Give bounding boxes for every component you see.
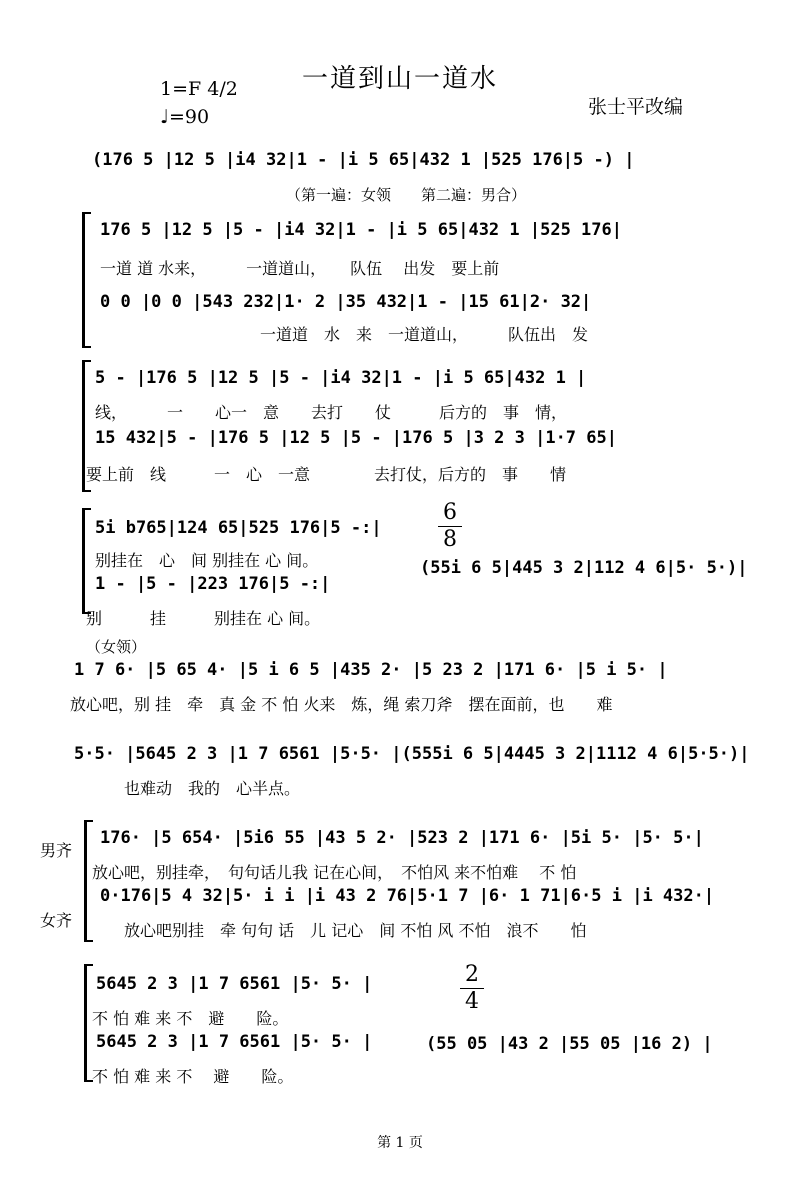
section7-bottom-notes: 5645 2 3 |1 7 6561 |5· 5· |	[96, 1032, 373, 1052]
system3-bottom-notes: 1 - |5 - |223 176|5 -:|	[95, 574, 331, 594]
interlude-notes: (55i 6 5|445 3 2|112 4 6|5· 5·)|	[420, 558, 748, 578]
meter-bottom: 4	[460, 988, 484, 1015]
section7-bottom-lyrics: 不 怕 难 来 不 避 险。	[92, 1067, 294, 1086]
system1-bottom-notes: 0 0 |0 0 |543 232|1· 2 |35 432|1 - |15 61|2· 32|	[100, 292, 592, 312]
section6-bottom-lyrics: 放心吧别挂 牵 句句 话 儿 记心 间 不怕 风 不怕 浪不 怕	[124, 921, 587, 940]
meter-top: 2	[465, 962, 479, 987]
key-signature: 1=F 4/2	[160, 78, 238, 100]
tempo-marking: ♩=90	[160, 106, 210, 128]
system2-bottom-lyrics: 要上前 线 一 心 一意 去打仗，后方的 事 情	[86, 465, 567, 484]
section7-top-lyrics: 不 怕 难 来 不 避 险。	[92, 1009, 289, 1028]
system2-top-lyrics: 线， 一 心一 意 去打 仗 后方的 事 情，	[95, 403, 568, 422]
system1-top-notes: 176 5 |12 5 |5 - |i4 32|1 - |i 5 65|432 1 |525 176|	[100, 220, 622, 240]
section6-top-lyrics: 放心吧，别挂牵， 句句话儿我 记在心间， 不怕风 来不怕难 不 怕	[92, 863, 577, 882]
section4-lyrics: 放心吧，别 挂 牵 真 金 不 怕 火来 炼，绳 索刀斧 摆在面前，也 难	[70, 695, 613, 714]
song-title: 一道到山一道水	[301, 64, 498, 94]
section6-top-notes: 176· |5 654· |5i6 55 |43 5 2· |523 2 |171 6· |5i 5· |5· 5·|	[100, 828, 704, 848]
female-unison-label: 女齐	[40, 911, 73, 930]
intro-notes: (176 5 |12 5 |i4 32|1 - |i 5 65|432 1 |525 176|5 -) |	[92, 150, 635, 170]
system-bracket	[82, 212, 91, 348]
system-bracket	[82, 508, 91, 614]
meter-top: 6	[443, 500, 457, 525]
system3-top-lyrics: 别挂在 心 间 别挂在 心 间。	[95, 551, 319, 570]
section7-top-notes: 5645 2 3 |1 7 6561 |5· 5· |	[96, 974, 373, 994]
female-lead-label: （女领）	[86, 638, 147, 656]
system3-top-notes: 5i b765|124 65|525 176|5 -:|	[95, 518, 382, 538]
system2-top-notes: 5 - |176 5 |12 5 |5 - |i4 32|1 - |i 5 65|432 1 |	[95, 368, 587, 388]
system2-bottom-notes: 15 432|5 - |176 5 |12 5 |5 - |176 5 |3 2 3 |1·7 65|	[95, 428, 617, 448]
system3-bottom-lyrics: 别 挂 别挂在 心 间。	[86, 609, 321, 628]
male-unison-label: 男齐	[40, 841, 73, 860]
system1-top-lyrics: 一道 道 水来， 一道道山， 队伍 出发 要上前	[100, 259, 500, 278]
section5-notes: 5·5· |5645 2 3 |1 7 6561 |5·5· |(555i 6 5|4445 3 2|1112 4 6|5·5·)|	[74, 744, 750, 764]
section6-bottom-notes: 0·176|5 4 32|5· i i |i 43 2 76|5·1 7 |6· 1 71|6·5 i |i 432·|	[100, 886, 715, 906]
time-signature-2-4	[460, 962, 484, 1015]
time-signature-6-8	[438, 500, 462, 553]
final-interlude-notes: (55 05 |43 2 |55 05 |16 2) |	[426, 1034, 713, 1054]
system1-bottom-lyrics: 一道道 水 来 一道道山， 队伍出 发	[260, 325, 589, 344]
section5-lyrics: 也难动 我的 心半点。	[124, 779, 301, 798]
page-number: 第 1 页	[377, 1135, 423, 1151]
section4-notes: 1 7 6· |5 65 4· |5 i 6 5 |435 2· |5 23 2 |171 6· |5 i 5· |	[74, 660, 668, 680]
first-pass-label: （第一遍：女领 第二遍：男合）	[286, 186, 527, 204]
meter-bottom: 8	[438, 526, 462, 553]
arranger-credit: 张士平改编	[588, 96, 684, 118]
